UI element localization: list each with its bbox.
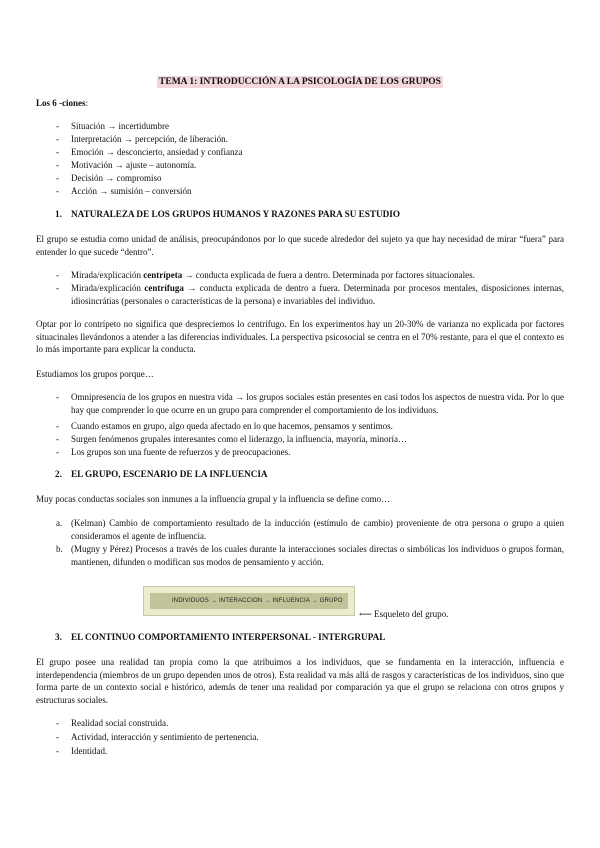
list-item: - Mirada/explicación centrífuga → conducta explicada de dentro a fuera. Determinada por procesos mentales, disposiciones internas, idiosincrátias (personales o características de la persona) e invariables del individuo.: [56, 283, 564, 306]
list-item: - Omnipresencia de los grupos en nuestra vida → los grupos sociales están presentes en casi todos los aspectos de nuestra vida. Por lo que hay que comprender lo que ocurre en un grupo para comprender el comportamiento de los individuos.: [56, 392, 564, 415]
definition-item: a. (Kelman) Cambio de comportamiento resultado de la inducción (estímulo de cambio) proveniente de otra persona o grupo a quien consideramos el agente de influencia.: [56, 518, 564, 541]
paragraph: El grupo se estudia como unidad de análisis, preocupándonos por lo que sucede alrededor del sujeto ya que hay necesidad de mirar “fuera” para entender lo que sucede “dentro”.: [36, 234, 564, 257]
list-item: - Mirada/explicación centrípeta → conducta explicada de fuera a dentro. Determinada por factores situacionales.: [56, 270, 475, 280]
diagram-caption: ⟵ Esqueleto del grupo.: [359, 609, 449, 619]
diagram-text: INDIVIDUOS → INTERACCION → INFLUENCIA → GRUPO: [150, 593, 348, 609]
intro-label: Los 6 -ciones:: [36, 98, 89, 108]
list-item: - Cuando estamos en grupo, algo queda afectado en lo que hacemos, pensamos y sentimos.: [56, 421, 393, 431]
paragraph: Estudiamos los grupos porque…: [36, 369, 154, 379]
paragraph: Muy pocas conductas sociales son inmunes a la influencia grupal y la influencia se define como…: [36, 494, 391, 504]
list-item: - Surgen fenómenos grupales interesantes como el liderazgo, la influencia, mayoría, minoría…: [56, 434, 407, 444]
document-title: TEMA 1: INTRODUCCIÓN A LA PSICOLOGÍA DE LOS GRUPOS: [159, 77, 441, 87]
definition-item: b. (Mugny y Pérez) Procesos a través de los cuales durante la interacciones sociales directas o simbólicas los individuos o grupos forman, mantienen, difunden o modifican sus modos de pensamiento y acción.: [56, 544, 564, 567]
paragraph: Optar por lo contrípeto no significa que despreciemos lo centrífugo. En los experimentos hay un 20-30% de varianza no explicada por factores situacinales llevándonos a atender a las diferencias individuales. La perspectiva psicosocial se centra en el 70% restante, para el que el contexto es lo más importante para explicar la conducta.: [36, 319, 564, 354]
group-skeleton-diagram: [143, 586, 355, 616]
document-page: TEMA 1: INTRODUCCIÓN A LA PSICOLOGÍA DE LOS GRUPOS Los 6 -ciones: - Situación → incertidumbre - Interpretación → percepción, de liberación. - Emoción → desconcierto, ansiedad y confianza - Motivación → ajuste – autonomía. - Decisión → compromiso - Acción → sumisión – conversión 1. NATURALEZA DE LOS GRUPOS HUMANOS Y RAZONES PARA SU ESTUDIO El grupo se estudia como unidad de análisis, preocupándonos por lo que sucede alrededor del sujeto ya que hay necesidad de mirar “fuera” para entender lo que sucede “dentro”. - Mirada/explicación centrípeta → conducta explicada de fuera a dentro. Determinada por factores situacionales. - Mirada/explicación centrífuga → conducta explicada de dentro a fuera. Determinada por procesos mentales, disposiciones internas, idiosincrátias (personales o características de la persona) e invariables del individuo. Optar por lo contrípeto no significa que despreciemos lo centrífugo. En los experimentos hay un 20-30% de varianza no explicada por factores situacinales llevándonos a atender a las diferencias individuales. La perspectiva psicosocial se centra en el 70% restante, para el que el contexto es lo más importante para explicar la conducta. Estudiamos los grupos porque… - Omnipresencia de los grupos en nuestra vida → los grupos sociales están presentes en casi todos los aspectos de nuestra vida. Por lo que hay que comprender lo que ocurre en un grupo para comprender el comportamiento de los individuos. - Cuando estamos en grupo, algo queda afectado en lo que hacemos, pensamos y sentimos. - Surgen fenómenos grupales interesantes como el liderazgo, la influencia, mayoría, minoría… - Los grupos son una fuente de refuerzos y de preocupaciones. 2. EL GRUPO, ESCENARIO DE LA INFLUENCIA Muy pocas conductas sociales son inmunes a la influencia grupal y la influencia se define como… a. (Kelman) Cambio de comportamiento resultado de la inducción (estímulo de cambio) proveniente de otra persona o grupo a quien consideramos el agente de influencia. b. (Mugny y Pérez) Procesos a través de los cuales durante la interacciones sociales directas o simbólicas los individuos o grupos forman, mantienen, difunden o modifican sus modos de pensamiento y acción. INDIVIDUOS → INTERACCION → INFLUENCIA → GRUPO ⟵ Esqueleto del grupo. 3. EL CONTINUO COMPORTAMIENTO INTERPERSONAL - INTERGRUPAL El grupo posee una realidad tan propia como la que atribuimos a los individuos, que se fundamenta en la interacción, influencia e interdependencia (miembros de un grupo dependen unos de otros). Esta realidad va más allá de rasgos y características de los individuos, sino que forma parte de un contexto social e histórico, además de tener una realidad por comparación ya que el grupo se relaciona con otros grupos y estructuras sociales. - Realidad social construida. - Actividad, interacción y sentimiento de pertenencia. - Identidad.: [0, 0, 600, 848]
paragraph: El grupo posee una realidad tan propia como la que atribuimos a los individuos, que se fundamenta en la interacción, influencia e interdependencia (miembros de un grupo dependen unos de otros). Esta realidad va más allá de rasgos y características de los individuos, sino que forma parte de un contexto social e histórico, además de tener una realidad por comparación ya que el grupo se relaciona con otros grupos y estructuras sociales.: [36, 657, 564, 705]
list-item: - Los grupos son una fuente de refuerzos y de preocupaciones.: [56, 447, 291, 457]
